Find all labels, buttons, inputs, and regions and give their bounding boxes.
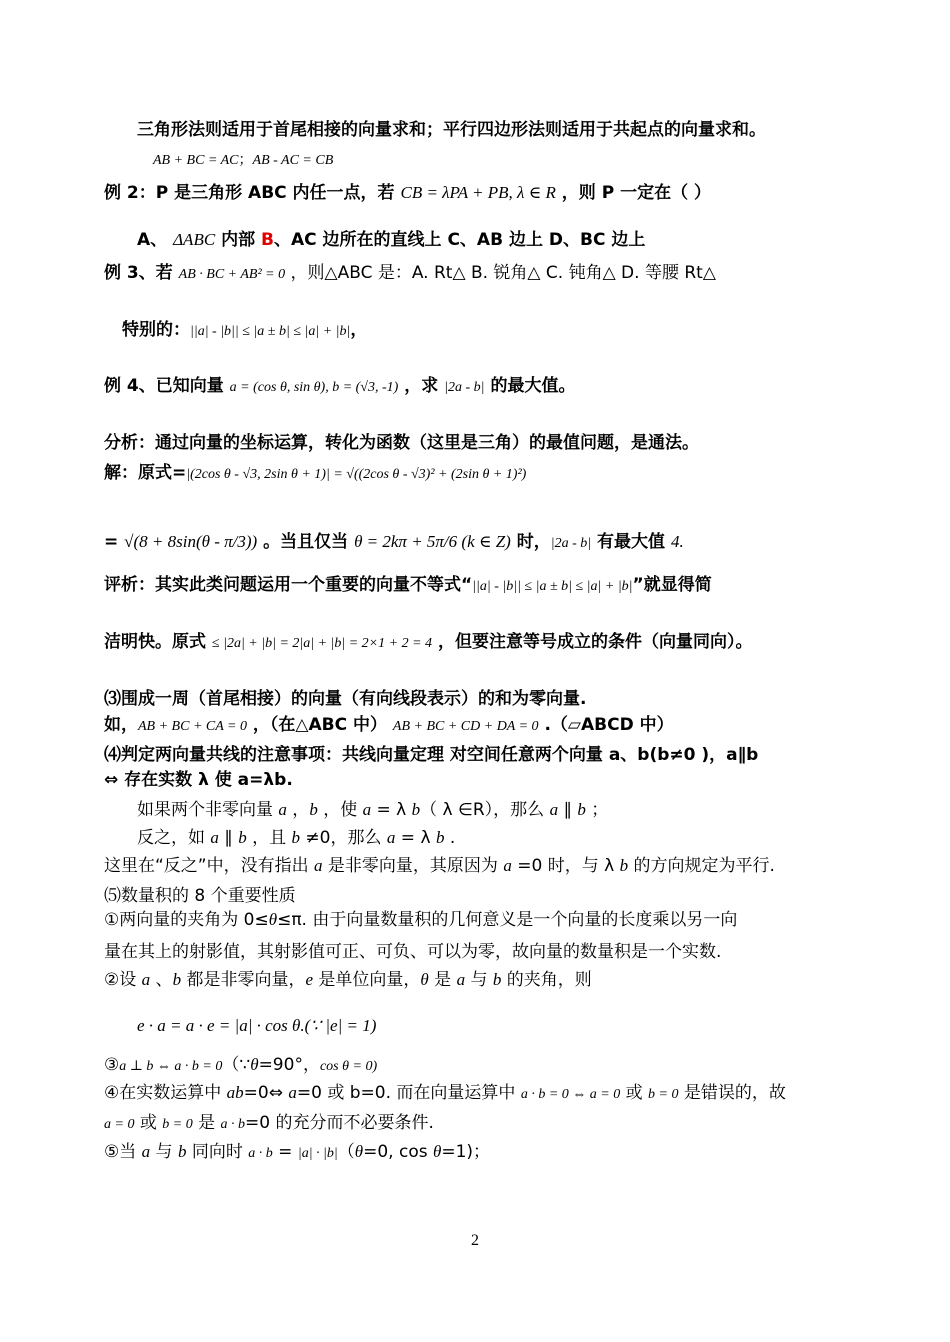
text-span: ，求 — [398, 376, 445, 396]
text-span: 是 — [192, 1113, 221, 1133]
text-span: ⑤当 — [104, 1142, 142, 1162]
math-expression: b — [435, 828, 445, 847]
text-line-l16 — [0, 768, 950, 792]
text-span: 、 — [150, 970, 173, 990]
text-span: ②设 — [104, 970, 142, 990]
text-span: 反之，如 — [137, 828, 211, 848]
text-span: = — [104, 532, 125, 552]
text-span: ”就显得简 — [632, 575, 712, 595]
text-span: 的方向规定为平行. — [628, 856, 775, 876]
text-line-l23 — [0, 968, 950, 992]
text-span: ∥ — [558, 800, 578, 820]
text-line-l03 — [0, 181, 950, 205]
text-span: 或 — [134, 1113, 163, 1133]
math-expression: a — [456, 970, 466, 989]
text-span: ，则△ABC 是：A. Rt△ B. 锐角△ C. 钝角△ D. 等腰 Rt△ — [285, 263, 716, 283]
text-span: .（▱ABCD 中） — [538, 715, 674, 735]
text-span: 。当且仅当 — [257, 532, 355, 552]
text-span: 例 4、已知向量 — [104, 376, 230, 396]
text-line-l10 — [0, 530, 950, 556]
text-line-l17 — [0, 798, 950, 822]
text-span: 有最大值 — [591, 532, 671, 552]
text-span: = λ — [395, 828, 436, 848]
math-expression: AB + BC + CD + DA = 0 — [392, 719, 539, 734]
text-span: 例 3、若 — [104, 263, 179, 283]
math-expression: θ — [433, 1142, 442, 1161]
math-expression: θ — [268, 910, 278, 929]
text-span: 的最大值。 — [484, 376, 576, 396]
math-expression: ΔABC — [173, 230, 216, 249]
text-span: 量在其上的射影值，其射影值可正、可负、可以为零，故向量的数量积是一个实数. — [104, 942, 722, 962]
math-expression: b — [492, 970, 502, 989]
text-span: 三角形法则适用于首尾相接的向量求和；平行四边形法则适用于共起点的向量求和。 — [137, 120, 766, 140]
text-span: 同向时 — [186, 1142, 249, 1162]
text-span: 与 — [465, 970, 493, 990]
math-expression: a — [141, 970, 151, 989]
text-span: B — [261, 230, 274, 250]
math-expression: AB - AC = CB — [252, 153, 334, 168]
text-span: ④在实数运算中 — [104, 1083, 227, 1103]
text-span: 是错误的，故 — [678, 1083, 786, 1103]
math-expression: a = 0 — [104, 1117, 135, 1132]
math-expression: a — [210, 828, 219, 847]
text-span: ③ — [104, 1055, 120, 1075]
text-span: （ λ ∈R），那么 — [420, 800, 550, 820]
text-span: =0 时，与 λ — [511, 856, 620, 876]
text-span: ⑶围成一周（首尾相接）的向量（有向线段表示）的和为零向量. — [104, 689, 587, 709]
text-line-l15 — [0, 743, 950, 767]
math-expression: a — [288, 1083, 297, 1102]
text-span: A、 — [137, 230, 174, 250]
math-expression: e — [305, 970, 314, 989]
text-span: . — [444, 828, 456, 848]
text-span: =0 或 b=0. 而在向量运算中 — [296, 1083, 521, 1103]
math-expression: |2a - b| — [444, 380, 485, 395]
text-span: 、AC 边所在的直线上 C、AB 边上 D、BC 边上 — [273, 230, 646, 250]
text-span: ，且 — [246, 828, 292, 848]
text-span: ≠0，那么 — [300, 828, 387, 848]
math-expression: ab — [226, 1083, 244, 1102]
math-expression: ||a| - |b|| ≤ |a ± b| ≤ |a| + |b| — [472, 579, 633, 594]
text-line-l06 — [0, 318, 950, 344]
text-span: 这里在“反之”中，没有指出 — [104, 856, 315, 876]
text-line-l02 — [0, 147, 950, 173]
math-expression: a · b — [220, 1117, 246, 1132]
text-span: =0⇔ — [243, 1083, 289, 1103]
text-span: ⑸数量积的 8 个重要性质 — [104, 886, 296, 906]
text-line-l25 — [0, 1053, 950, 1079]
text-span: 洁明快。原式 — [104, 632, 212, 652]
math-expression: b — [577, 800, 586, 819]
text-line-l19 — [0, 854, 950, 878]
math-expression: a = (cos θ, sin θ), b = (√3, -1) — [229, 380, 399, 395]
text-span: =0, cos — [363, 1142, 433, 1162]
text-span: ，则 P 一定在（ ） — [555, 183, 712, 203]
text-line-l12 — [0, 630, 950, 656]
math-expression: b — [291, 828, 301, 847]
text-span: 都是非零向量， — [181, 970, 306, 990]
text-line-l18 — [0, 826, 950, 850]
text-line-l11 — [0, 573, 950, 599]
text-line-l13 — [0, 687, 950, 711]
math-expression: b — [172, 970, 182, 989]
text-span: 的夹角，则 — [501, 970, 592, 990]
text-span: ； — [238, 152, 253, 168]
text-line-l04 — [0, 228, 950, 252]
math-expression: cos θ = 0) — [319, 1059, 378, 1074]
text-span: （ — [337, 1142, 355, 1162]
math-expression: θ — [250, 1055, 259, 1074]
text-span: = λ — [371, 800, 412, 820]
math-expression: e · a = a · e = |a| · cos θ.(∵ |e| = 1) — [137, 1016, 377, 1035]
text-span: （∵ — [222, 1055, 251, 1075]
math-expression: AB · BC + AB² = 0 — [178, 267, 286, 282]
text-line-l07 — [0, 374, 950, 400]
text-line-l22 — [0, 940, 950, 964]
math-expression: a — [549, 800, 559, 819]
text-line-l20 — [0, 884, 950, 908]
math-expression: a — [503, 856, 512, 875]
math-expression: a · b = 0 ⇔ a = 0 — [520, 1087, 621, 1102]
text-span: 特别的： — [122, 320, 190, 340]
text-span: ≤π. 由于向量数量积的几何意义是一个向量的长度乘以另一向 — [277, 910, 738, 930]
math-expression: b — [238, 828, 247, 847]
math-expression: |(2cos θ - √3, 2sin θ + 1)| = √((2cos θ - √3)² + (2sin θ + 1)²) — [186, 467, 527, 482]
text-span: ； — [585, 800, 609, 820]
math-expression: θ — [354, 1142, 364, 1161]
math-expression: b = 0 — [648, 1087, 679, 1102]
text-span: 例 2：P 是三角形 ABC 内任一点，若 — [104, 183, 401, 203]
text-span: 或 — [620, 1083, 649, 1103]
math-expression: AB + BC + CA = 0 — [138, 719, 247, 734]
text-span: ，（在△ABC 中） — [246, 715, 393, 735]
text-line-l27 — [0, 1111, 950, 1137]
text-line-l24 — [0, 1014, 950, 1038]
text-span: 是非零向量，其原因为 — [322, 856, 504, 876]
math-expression: θ = 2kπ + 5π/6 (k ∈ Z) — [354, 532, 511, 551]
text-span: 与 — [150, 1142, 178, 1162]
text-span: ， — [350, 320, 368, 340]
page-number: 2 — [471, 1232, 479, 1249]
math-expression: √(8 + 8sin(θ - π/3)) — [124, 532, 258, 551]
math-expression: 4. — [670, 532, 684, 551]
math-expression: b — [309, 800, 318, 819]
math-expression: CB = λPA + PB, λ ∈ R — [400, 183, 556, 202]
text-line-l09 — [0, 461, 950, 487]
text-span: =1)； — [441, 1142, 491, 1162]
text-span: ， — [286, 800, 310, 820]
math-expression: ||a| - |b|| ≤ |a ± b| ≤ |a| + |b| — [190, 324, 351, 339]
math-expression: a · b — [248, 1146, 273, 1161]
text-span: 是单位向量， — [313, 970, 421, 990]
text-span: ，但要注意等号成立的条件（向量同向）。 — [432, 632, 753, 652]
math-expression: ≤ |2a| + |b| = 2|a| + |b| = 2×1 + 2 = 4 — [211, 636, 433, 651]
text-span: 解：原式= — [104, 463, 187, 483]
math-expression: a — [314, 856, 323, 875]
text-span: 内部 — [215, 230, 262, 250]
math-expression: |a| · |b| — [297, 1146, 338, 1161]
text-line-l08 — [0, 431, 950, 455]
text-span: =0 的充分而不必要条件. — [245, 1113, 434, 1133]
text-span: 是 — [428, 970, 457, 990]
text-span: ⇔ 存在实数 λ 使 a=λb. — [104, 770, 293, 790]
text-line-l14 — [0, 713, 950, 739]
math-expression: θ — [420, 970, 429, 989]
text-span: 如果两个非零向量 — [137, 800, 279, 820]
math-expression: b — [177, 1142, 187, 1161]
math-expression: |2a - b| — [550, 536, 592, 551]
text-span: ⑷判定两向量共线的注意事项：共线向量定理 对空间任意两个向量 a、b(b≠0 )，a∥b — [104, 745, 759, 765]
math-expression: a ⊥ b ⇔ a · b = 0 — [119, 1059, 223, 1074]
math-expression: a — [141, 1142, 151, 1161]
math-expression: b = 0 — [162, 1117, 193, 1132]
text-span: ，使 — [317, 800, 363, 820]
text-line-l05 — [0, 261, 950, 287]
math-expression: b — [411, 800, 421, 819]
text-line-l26 — [0, 1081, 950, 1107]
text-span: 评析：其实此类问题运用一个重要的向量不等式“ — [104, 575, 473, 595]
text-line-l28 — [0, 1140, 950, 1166]
text-span: = — [272, 1142, 298, 1162]
text-line-l01 — [0, 118, 950, 142]
math-expression: a — [362, 800, 372, 819]
math-expression: b — [619, 856, 629, 875]
text-span: =90°， — [258, 1055, 320, 1075]
math-expression: AB + BC = AC — [153, 153, 239, 168]
text-span: 时， — [510, 532, 551, 552]
text-span: 分析：通过向量的坐标运算，转化为函数（这里是三角）的最值问题，是通法。 — [104, 433, 699, 453]
text-span: 如， — [104, 715, 138, 735]
math-expression: a — [386, 828, 396, 847]
text-line-l21 — [0, 908, 950, 932]
text-span: ∥ — [218, 828, 239, 848]
math-expression: a — [278, 800, 287, 819]
text-span: ①两向量的夹角为 0≤ — [104, 910, 269, 930]
